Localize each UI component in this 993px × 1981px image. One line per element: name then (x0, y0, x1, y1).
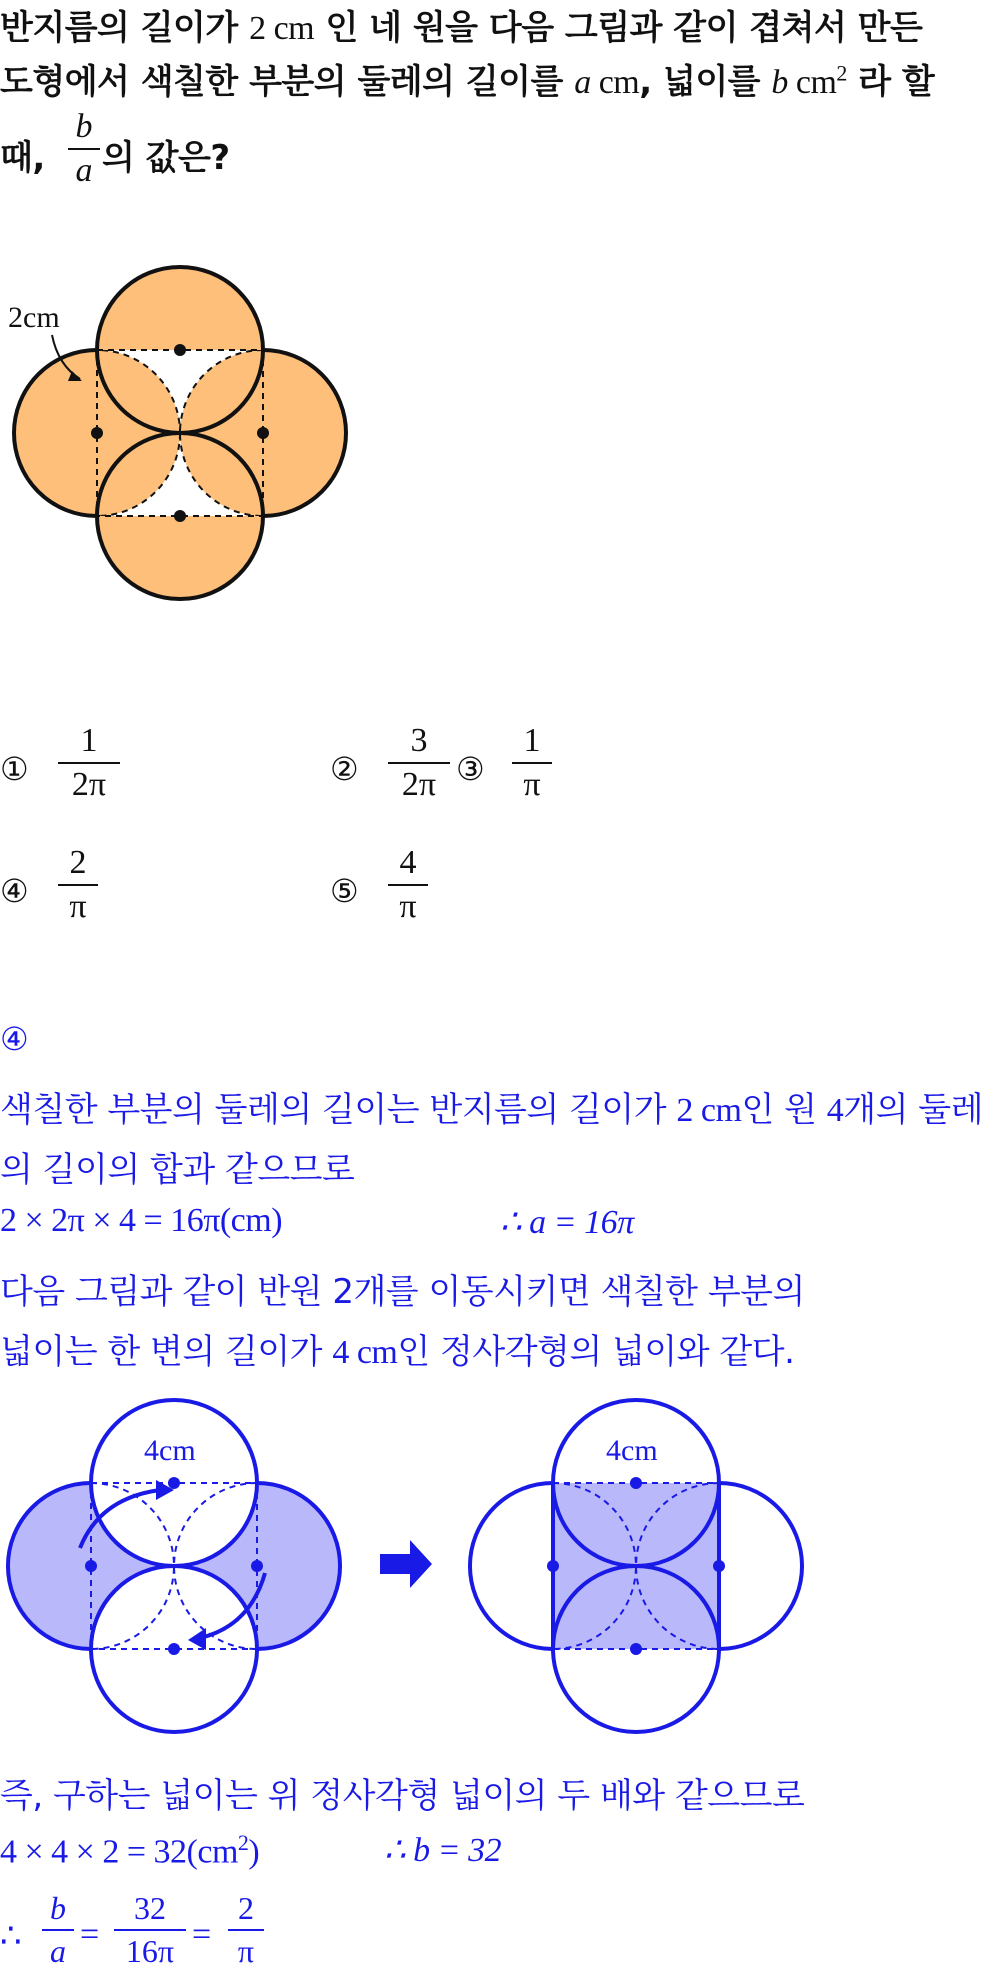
solution-line-7-result: ∴ b = 32 (384, 1832, 502, 1869)
final-fraction-1: b a (42, 1890, 74, 1970)
answer-marker: ④ (0, 1020, 29, 1058)
solution-line-5: 넓이는 한 변의 길이가 4 cm인 정사각형의 넓이와 같다. (0, 1332, 795, 1372)
final-equals-2: = (192, 1916, 211, 1953)
final-equals-1: = (80, 1916, 99, 1953)
option-3-marker[interactable]: ③ (456, 750, 485, 788)
solution-line-2: 의 길이의 합과 같으므로 (0, 1150, 355, 1190)
question-line-3-end: 의 값은? (102, 138, 230, 178)
question-line-2: 도형에서 색칠한 부분의 둘레의 길이를 a cm, 넓이를 b $cm^2$ 라 할 (0, 60, 935, 102)
option-4-fraction[interactable]: 2 π (58, 844, 98, 926)
option-5-fraction[interactable]: 4 π (388, 844, 428, 926)
right-side-label: 4cm (606, 1434, 658, 1467)
transform-arrow-icon (380, 1540, 432, 1588)
left-side-label: 4cm (144, 1434, 196, 1467)
left-figure (8, 1400, 340, 1732)
final-therefore: ∴ (0, 1916, 22, 1956)
solution-line-4: 다음 그림과 같이 반원 2개를 이동시키면 색칠한 부분의 (0, 1272, 805, 1312)
question-line-3: 때, (0, 138, 45, 178)
solution-line-3-result: ∴ a = 16π (500, 1204, 634, 1241)
option-2-fraction[interactable]: 3 2π (388, 722, 450, 804)
option-2-marker[interactable]: ② (330, 750, 359, 788)
solution-line-1: 색칠한 부분의 둘레의 길이는 반지름의 길이가 2 cm인 원 4개의 둘레 (0, 1090, 983, 1130)
radius-label: 2cm (8, 301, 60, 334)
solution-line-3-eq: 2 × 2π × 4 = 16π(cm) (0, 1202, 283, 1239)
option-3-fraction[interactable]: 1 π (512, 722, 552, 804)
final-fraction-3: 2 π (228, 1890, 264, 1970)
question-line-1: 반지름의 길이가 2 cm 인 네 원을 다음 그림과 같이 겹쳐서 만든 (0, 8, 923, 48)
option-1-fraction[interactable]: 1 2π (58, 722, 120, 804)
option-5-marker[interactable]: ⑤ (330, 872, 359, 910)
question-fraction: b a (68, 108, 100, 190)
right-figure (470, 1400, 802, 1732)
final-fraction-2: 32 16π (114, 1890, 186, 1970)
math-radius: 2 cm (249, 10, 315, 47)
solution-line-6: 즉, 구하는 넓이는 위 정사각형 넓이의 두 배와 같으므로 (0, 1776, 805, 1816)
option-1-marker[interactable]: ① (0, 750, 29, 788)
solution-figure (0, 1398, 820, 1748)
question-figure (0, 255, 360, 615)
solution-line-7-eq: $4 \times 4 \times 2 = 32(cm^2)$ (0, 1830, 260, 1871)
option-4-marker[interactable]: ④ (0, 872, 29, 910)
